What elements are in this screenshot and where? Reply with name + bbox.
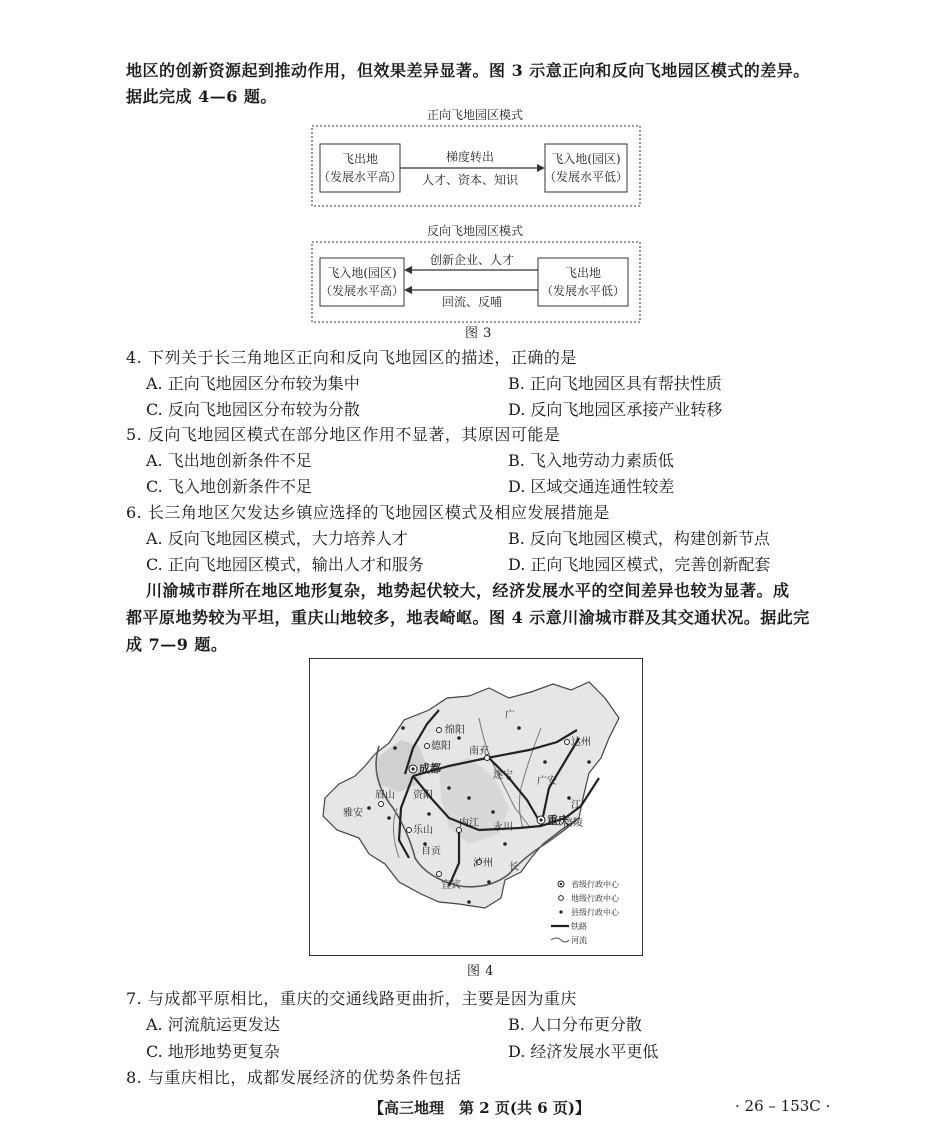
label-nanchong: 南充 [469, 746, 489, 757]
reverse-destination-level: （发展水平高） [319, 284, 405, 298]
label-mianyang: 绵阳 [445, 725, 465, 736]
q5-option-c[interactable]: C. 飞入地创新条件不足 [146, 477, 312, 496]
label-ziyang: 资阳 [413, 790, 433, 801]
label-chengdu: 成都 [419, 762, 441, 775]
reverse-destination-label: 飞入地(园区) [327, 266, 397, 280]
q8-stem: 8. 与重庆相比，成都发展经济的优势条件包括 [126, 1068, 462, 1087]
passage2-line-2: 都平原地势较为平坦，重庆山地较多，地表崎岖。图 4 示意川渝城市群及其交通状况。据此完 [126, 608, 810, 627]
reverse-mode-title: 反向飞地园区模式 [426, 224, 524, 238]
intro-line-1: 地区的创新资源起到推动作用，但效果差异显著。图 3 示意正向和反向飞地园区模式的差异。 [126, 61, 810, 80]
reverse-source-label: 飞出地 [564, 266, 602, 280]
q4-option-c[interactable]: C. 反向飞地园区分布较为分散 [146, 400, 360, 419]
forward-arrow-bottom-label: 人才、资本、知识 [421, 173, 519, 187]
forward-source-level: （发展水平高） [317, 170, 403, 184]
label-meishan: 眉山 [375, 790, 395, 801]
label-luzhou: 泸州 [473, 858, 493, 869]
reverse-arrow-bottom-label: 回流、反哺 [441, 295, 503, 309]
legend-prefecture: 地级行政中心 [571, 894, 619, 903]
label-yaan: 雅安 [343, 808, 363, 819]
q6-option-d[interactable]: D. 正向飞地园区模式，完善创新配套 [508, 555, 771, 574]
label-guangyuan: 广 [505, 710, 515, 721]
page-footer: 【高三地理 第 2 页(共 6 页)】 [369, 1099, 590, 1117]
label-yangtze-char: 长 [509, 862, 519, 873]
label-guangan: 广安 [537, 776, 557, 787]
label-yibin: 宜宾 [441, 880, 461, 891]
forward-mode-frame [312, 126, 640, 206]
label-chongqing: 重庆 [547, 814, 569, 827]
q7-option-c[interactable]: C. 地形地势更复杂 [146, 1042, 280, 1061]
figure-4-map [309, 658, 643, 956]
q4-option-a[interactable]: A. 正向飞地园区分布较为集中 [146, 374, 360, 393]
q7-option-b[interactable]: B. 人口分布更分散 [508, 1015, 642, 1034]
page-code: · 26 – 153C · [735, 1097, 831, 1115]
legend-railway: 铁路 [571, 922, 587, 931]
label-neijiang: 内江 [459, 818, 479, 829]
q6-option-b[interactable]: B. 反向飞地园区模式，构建创新节点 [508, 529, 770, 548]
forward-arrow-top-label: 梯度转出 [445, 150, 495, 164]
figure-3-diagram [300, 104, 650, 344]
reverse-arrow-top-label: 创新企业、人才 [429, 253, 515, 267]
q6-option-a[interactable]: A. 反向飞地园区模式，大力培养人才 [146, 529, 408, 548]
q4-stem: 4. 下列关于长三角地区正向和反向飞地园区的描述，正确的是 [126, 348, 577, 367]
q7-option-a[interactable]: A. 河流航运更发达 [146, 1015, 280, 1034]
forward-destination-level: （发展水平低） [543, 170, 629, 184]
label-deyang: 德阳 [431, 741, 451, 752]
label-river-char: 江 [571, 800, 581, 811]
label-zigong: 自贡 [421, 846, 441, 857]
legend-county: 县级行政中心 [571, 908, 619, 917]
figure-4-caption: 图 4 [467, 964, 494, 979]
forward-source-label: 飞出地 [341, 152, 379, 166]
q4-option-d[interactable]: D. 反向飞地园区承接产业转移 [508, 400, 723, 419]
figure-3-caption: 图 3 [465, 326, 492, 341]
legend-provincial: 省级行政中心 [571, 880, 619, 889]
label-leshan: 乐山 [413, 825, 433, 836]
q7-option-d[interactable]: D. 经济发展水平更低 [508, 1042, 659, 1061]
passage2-line-1: 川渝城市群所在地区地形复杂，地势起伏较大，经济发展水平的空间差异也较为显著。成 [146, 581, 790, 600]
label-suining: 遂宁 [493, 770, 513, 781]
label-yongchuan: 永川 [493, 822, 513, 833]
q4-option-b[interactable]: B. 正向飞地园区具有帮扶性质 [508, 374, 722, 393]
legend-river: 河流 [571, 936, 587, 945]
q5-option-b[interactable]: B. 飞入地劳动力素质低 [508, 451, 674, 470]
forward-destination-label: 飞入地(园区) [551, 152, 621, 166]
q6-stem: 6. 长三角地区欠发达乡镇应选择的飞地园区模式及相应发展措施是 [126, 503, 610, 522]
q5-option-d[interactable]: D. 区域交通连通性较差 [508, 477, 675, 496]
label-fuling: 涪陵 [563, 818, 583, 829]
label-dazhou: 达州 [571, 737, 591, 748]
reverse-arrowhead-top [404, 266, 412, 274]
reverse-arrowhead-bottom [404, 286, 412, 294]
q6-option-c[interactable]: C. 正向飞地园区模式，输出人才和服务 [146, 555, 424, 574]
passage2-line-3: 成 7—9 题。 [126, 635, 228, 654]
reverse-source-level: （发展水平低） [540, 284, 626, 298]
q5-option-a[interactable]: A. 飞出地创新条件不足 [146, 451, 312, 470]
q7-stem: 7. 与成都平原相比，重庆的交通线路更曲折，主要是因为重庆 [126, 989, 577, 1008]
q5-stem: 5. 反向飞地园区模式在部分地区作用不显著，其原因可能是 [126, 425, 561, 444]
intro-line-2: 据此完成 4—6 题。 [126, 87, 277, 106]
forward-mode-title: 正向飞地园区模式 [426, 108, 524, 122]
